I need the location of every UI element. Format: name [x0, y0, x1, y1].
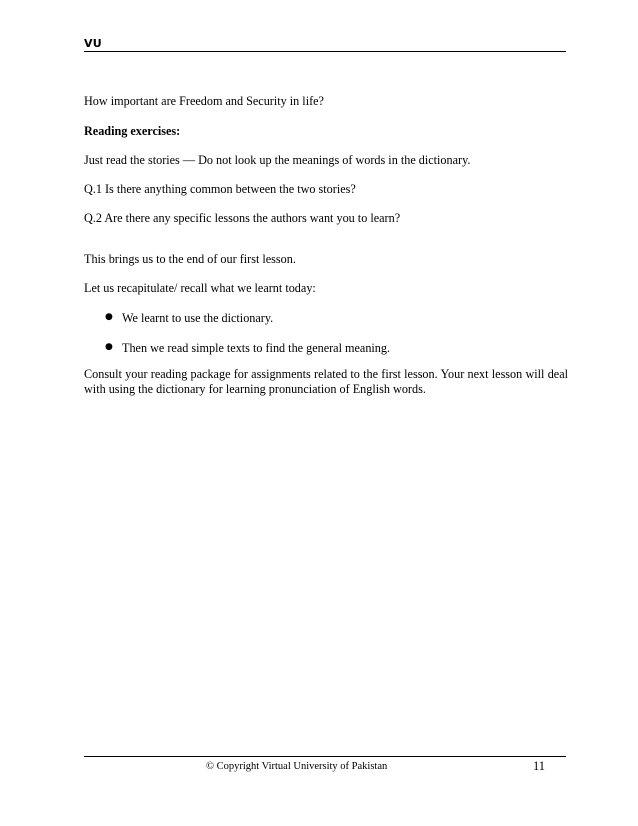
question-2: Q.2 Are there any specific lessons the authors want you to learn? — [84, 211, 401, 225]
footer-rule — [84, 756, 566, 757]
reading-exercises-heading: Reading exercises: — [84, 124, 181, 138]
header-rule — [84, 51, 566, 52]
bullet-dot-icon: ● — [105, 342, 113, 352]
end-of-lesson-text: This brings us to the end of our first lesson. — [84, 252, 296, 266]
page-number: 11 — [533, 759, 546, 773]
instruction-text: Just read the stories — Do not look up the meanings of words in the dictionary. — [84, 153, 471, 167]
closing-paragraph: Consult your reading package for assignments related to the first lesson. Your next lesson will deal with using the dictionary for learning pronunciation of English words. — [84, 367, 568, 396]
bullet-item: Then we read simple texts to find the general meaning. — [122, 341, 391, 355]
question-intro: How important are Freedom and Security in life? — [84, 94, 324, 108]
bullet-dot-icon: ● — [105, 312, 113, 322]
question-1: Q.1 Is there anything common between the two stories? — [84, 182, 356, 196]
footer-copyright: © Copyright Virtual University of Pakistan — [206, 761, 388, 772]
bullet-item: We learnt to use the dictionary. — [122, 311, 274, 325]
header-label: VU — [84, 37, 102, 50]
recap-intro: Let us recapitulate/ recall what we learnt today: — [84, 281, 316, 295]
